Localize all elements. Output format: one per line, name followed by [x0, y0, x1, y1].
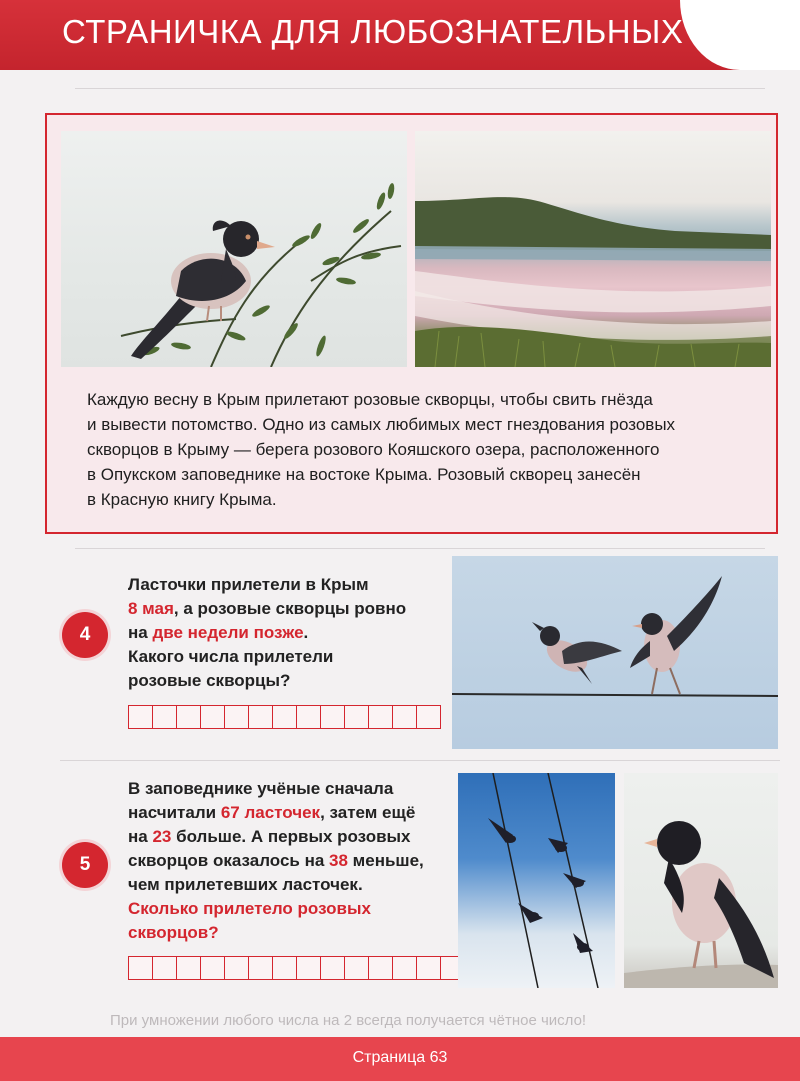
task-highlight: 67 ласточек — [220, 803, 321, 822]
bleed-through-text: При умножении любого числа на 2 всегда получается чётное число! — [110, 1012, 587, 1029]
answer-cell[interactable] — [368, 956, 393, 980]
task-highlight: 8 мая — [128, 599, 174, 618]
task-line-post: меньше, — [347, 851, 424, 870]
info-line: в Красную книгу Крыма. — [87, 490, 277, 509]
rosy-starling-photo — [61, 131, 407, 367]
header-ghost-text: ТАБ — [745, 22, 787, 47]
info-line: Каждую весну в Крым прилетают розовые скворцы, чтобы свить гнёзда — [87, 390, 653, 409]
swallows-photo — [458, 773, 615, 988]
task-line-pre: на — [128, 623, 153, 642]
task-line: Какого числа прилетели — [128, 647, 334, 666]
answer-cell[interactable] — [152, 956, 177, 980]
answer-cell[interactable] — [344, 705, 369, 729]
answer-cell[interactable] — [392, 705, 417, 729]
task-line — [128, 621, 406, 645]
task-5-answer-field[interactable] — [128, 956, 464, 980]
task-line-pre: скворцов оказалось на — [128, 851, 330, 870]
task-4-number: 4 — [79, 624, 91, 645]
info-box — [45, 113, 778, 534]
answer-cell[interactable] — [344, 956, 369, 980]
answer-cell[interactable] — [416, 705, 441, 729]
answer-cell[interactable] — [176, 705, 201, 729]
info-line: и вывести потомство. Одно из самых любимых мест гнездования розовых — [87, 415, 676, 434]
answer-cell[interactable] — [272, 956, 297, 980]
answer-cell[interactable] — [128, 956, 153, 980]
answer-cell[interactable] — [128, 705, 153, 729]
pink-lake-photo — [415, 131, 771, 367]
answer-cell[interactable] — [248, 705, 273, 729]
task-4-answer-field[interactable] — [128, 705, 440, 729]
page-number: Страница 63 — [352, 1049, 448, 1066]
page-title: СТРАНИЧКА ДЛЯ ЛЮБОЗНАТЕЛЬНЫХ — [62, 13, 684, 50]
answer-cell[interactable] — [224, 956, 249, 980]
task-highlight: 38 — [329, 851, 348, 870]
page-footer — [0, 1037, 800, 1081]
answer-cell[interactable] — [320, 705, 345, 729]
task-5-number: 5 — [79, 854, 91, 875]
answer-cell[interactable] — [272, 705, 297, 729]
answer-cell[interactable] — [200, 705, 225, 729]
birds-on-wire-photo — [452, 556, 778, 749]
answer-cell[interactable] — [392, 956, 417, 980]
answer-cell[interactable] — [320, 956, 345, 980]
task-line: В заповеднике учёные сначала — [128, 779, 394, 798]
task-line: Ласточки прилетели в Крым — [128, 575, 369, 594]
bleed-line — [75, 548, 765, 549]
task-5-number-badge — [62, 842, 108, 888]
task-line-rest: , а розовые скворцы ровно — [173, 599, 407, 618]
task-line-post: больше. А первых розовых — [171, 827, 411, 846]
task-4-text — [128, 573, 406, 693]
answer-cell[interactable] — [224, 705, 249, 729]
task-5-text — [128, 777, 424, 945]
task-line — [128, 825, 424, 849]
page-header — [0, 0, 800, 70]
task-4-number-badge — [62, 612, 108, 658]
answer-cell[interactable] — [368, 705, 393, 729]
task-line: розовые скворцы? — [128, 671, 291, 690]
task-line: чем прилетевших ласточек. — [128, 875, 363, 894]
answer-cell[interactable] — [152, 705, 177, 729]
task-line-pre: насчитали — [128, 803, 221, 822]
task-highlight: две недели позже — [152, 623, 304, 642]
info-line: в Опукском заповеднике на востоке Крыма. Розовый скворец занесён — [87, 465, 641, 484]
info-line: скворцов в Крыму — берега розового Кояшского озера, расположенного — [87, 440, 660, 459]
task-line — [128, 849, 424, 873]
task-line — [128, 801, 424, 825]
task-highlight: 23 — [152, 827, 172, 846]
bleed-line — [75, 88, 765, 89]
answer-cell[interactable] — [248, 956, 273, 980]
bleed-line — [60, 760, 780, 761]
answer-cell[interactable] — [416, 956, 441, 980]
task-line — [128, 597, 406, 621]
answer-cell[interactable] — [296, 705, 321, 729]
answer-cell[interactable] — [200, 956, 225, 980]
task-line-post: . — [303, 623, 309, 642]
info-paragraph — [87, 387, 757, 512]
task-line-pre: на — [128, 827, 153, 846]
answer-cell[interactable] — [296, 956, 321, 980]
task-line-post: , затем ещё — [320, 803, 416, 822]
task-question-line: Сколько прилетело розовых — [128, 899, 371, 918]
rosy-starling-closeup-photo — [624, 773, 778, 988]
answer-cell[interactable] — [176, 956, 201, 980]
task-question-line: скворцов? — [128, 923, 219, 942]
